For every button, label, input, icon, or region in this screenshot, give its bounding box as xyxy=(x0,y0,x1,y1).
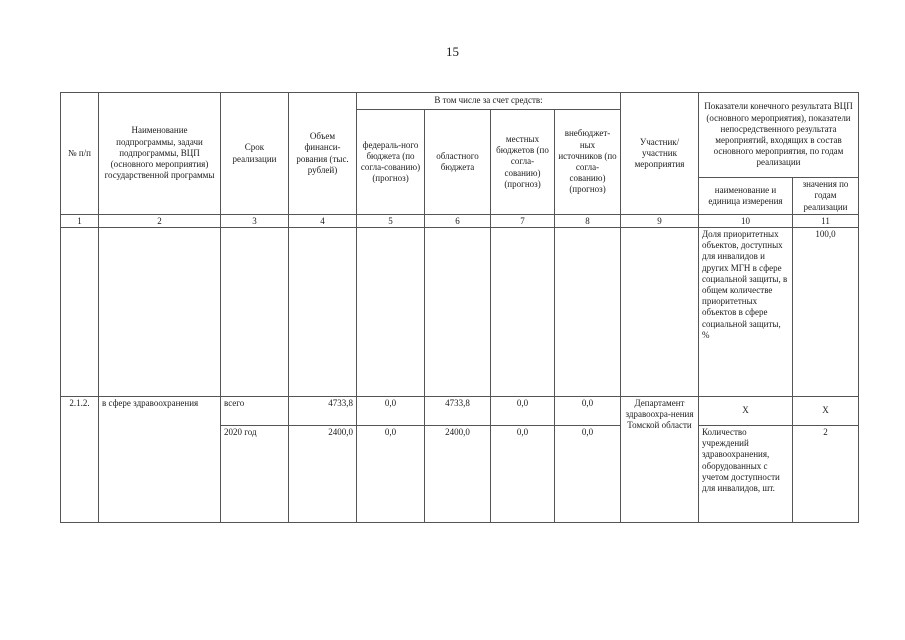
column-number: 11 xyxy=(793,215,859,228)
column-number: 8 xyxy=(555,215,621,228)
participant: Департамент здравоохра-нения Томской области xyxy=(621,397,699,523)
extra-2020: 0,0 xyxy=(555,426,621,523)
indicator-value: 100,0 xyxy=(793,228,859,397)
column-number: 4 xyxy=(289,215,357,228)
header-indicator-name: наименование и единица измерения xyxy=(699,178,793,215)
header-regional: областного бюджета xyxy=(425,110,491,215)
table-row xyxy=(61,228,859,397)
column-number: 3 xyxy=(221,215,289,228)
header-extrabudget: внебюджет-ных источников (по согла-сованию) (прогноз) xyxy=(555,110,621,215)
federal-total: 0,0 xyxy=(357,397,425,426)
header-local: местных бюджетов (по согла-сованию) (прогноз) xyxy=(491,110,555,215)
regional-total: 4733,8 xyxy=(425,397,491,426)
page-number: 15 xyxy=(446,44,459,59)
indicator-value-total: X xyxy=(793,397,859,426)
indicator-name-2020: Количество учреждений здравоохранения, оборудованных с учетом доступности для инвалидов, шт. xyxy=(699,426,793,523)
header-participant: Участник/ участник мероприятия xyxy=(621,93,699,215)
regional-2020: 2400,0 xyxy=(425,426,491,523)
indicator-name-total: X xyxy=(699,397,793,426)
header-volume: Объем финанси-рования (тыс. рублей) xyxy=(289,93,357,215)
period-2020: 2020 год xyxy=(221,426,289,523)
item-name: в сфере здравоохранения xyxy=(99,397,221,523)
program-table xyxy=(60,92,859,523)
federal-2020: 0,0 xyxy=(357,426,425,523)
volume-2020: 2400,0 xyxy=(289,426,357,523)
period-total: всего xyxy=(221,397,289,426)
extra-total: 0,0 xyxy=(555,397,621,426)
local-2020: 0,0 xyxy=(491,426,555,523)
header-federal: федераль-ного бюджета (по согла-сованию) (прогноз) xyxy=(357,110,425,215)
column-number: 1 xyxy=(61,215,99,228)
header-num: № п/п xyxy=(61,93,99,215)
volume-total: 4733,8 xyxy=(289,397,357,426)
indicator-value-2020: 2 xyxy=(793,426,859,523)
column-number: 10 xyxy=(699,215,793,228)
column-number: 7 xyxy=(491,215,555,228)
header-indicator-values: значения по годам реализации xyxy=(793,178,859,215)
header-indicators: Показатели конечного результата ВЦП (основного мероприятия), показатели непосредственного результата мероприятий, входящих в состав основного мероприятия, по годам реализации xyxy=(699,93,859,178)
column-number: 5 xyxy=(357,215,425,228)
header-name: Наименование подпрограммы, задачи подпрограммы, ВЦП (основного мероприятия) государственной программы xyxy=(99,93,221,215)
column-number: 6 xyxy=(425,215,491,228)
column-number: 2 xyxy=(99,215,221,228)
table-row xyxy=(61,397,859,426)
item-number: 2.1.2. xyxy=(61,397,99,523)
header-period: Срок реализации xyxy=(221,93,289,215)
indicator-name: Доля приоритетных объектов, доступных для инвалидов и других МГН в сфере социальной защиты, в общем количестве приоритетных объектов в сфере социальной защиты, % xyxy=(699,228,793,397)
header-in-that-number: В том числе за счет средств: xyxy=(357,93,621,110)
local-total: 0,0 xyxy=(491,397,555,426)
column-number: 9 xyxy=(621,215,699,228)
